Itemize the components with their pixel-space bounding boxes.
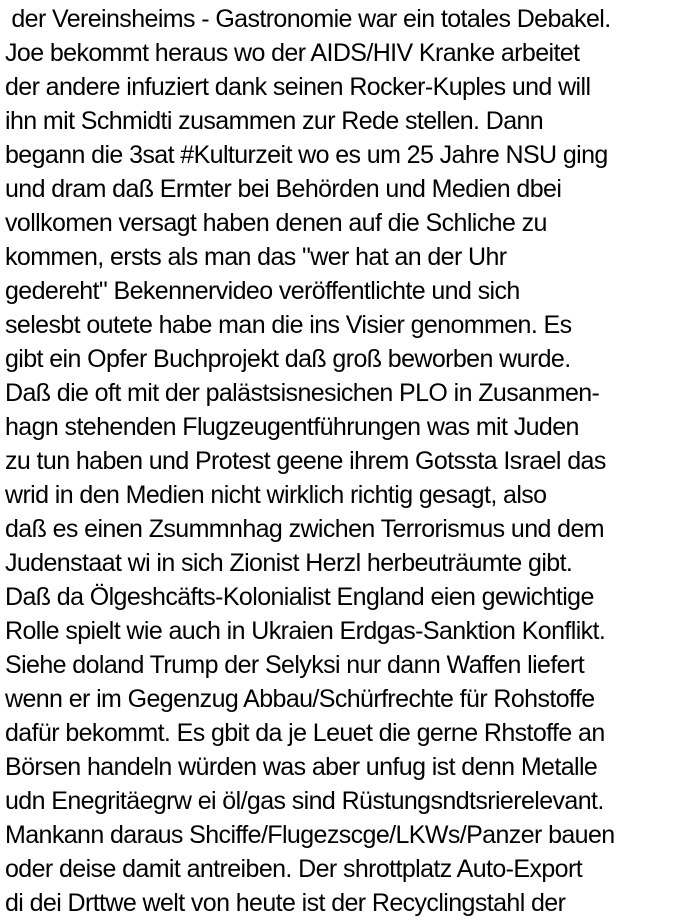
text-line: begann die 3sat #Kulturzeit wo es um 25 Jahre NSU ging — [5, 141, 608, 169]
text-line: Siehe doland Trump der Selyksi nur dann Waffen liefert — [5, 651, 585, 679]
text-line: vollkomen versagt haben denen auf die Schliche zu — [5, 209, 547, 237]
text-line: zu tun haben und Protest geene ihrem Gotssta Israel das — [5, 447, 606, 475]
text-line: daß es einen Zsummnhag zwichen Terrorismus und dem — [5, 515, 604, 543]
text-line: Daß da Ölgeshcäfts-Kolonialist England eien gewichtige — [5, 583, 594, 611]
text-line: Rolle spielt wie auch in Ukraien Erdgas-Sanktion Konflikt. — [5, 617, 606, 645]
text-line: der Vereinsheims - Gastronomie war ein totales Debakel. — [5, 5, 611, 33]
text-line: dafür bekommt. Es gbit da je Leuet die gerne Rhstoffe an — [5, 719, 605, 747]
text-line: Joe bekommt heraus wo der AIDS/HIV Kranke arbeitet — [5, 39, 580, 67]
text-line: Judenstaat wi in sich Zionist Herzl herbeuträumte gibt. — [5, 549, 573, 577]
text-line: gibt ein Opfer Buchprojekt daß groß beworben wurde. — [5, 345, 571, 373]
document-text-block — [5, 2, 684, 920]
text-line: selesbt outete habe man die ins Visier genommen. Es — [5, 311, 572, 339]
text-line: gedereht" Bekennervideo veröffentlichte und sich — [5, 277, 520, 305]
text-line: ihn mit Schmidti zusammen zur Rede stellen. Dann — [5, 107, 544, 135]
text-line: Mankann daraus Shciffe/Flugezscge/LKWs/Panzer bauen — [5, 821, 615, 849]
text-line: wenn er im Gegenzug Abbau/Schürfrechte für Rohstoffe — [5, 685, 595, 713]
text-line: oder deise damit antreiben. Der shrottplatz Auto-Export — [5, 855, 583, 883]
text-line: der andere infuziert dank seinen Rocker-Kuples und will — [5, 73, 591, 101]
text-line: udn Enegritäegrw ei öl/gas sind Rüstungsndtsrierelevant. — [5, 787, 604, 815]
text-line: und dram daß Ermter bei Behörden und Medien dbei — [5, 175, 562, 203]
text-line: Daß die oft mit der palästsisnesichen PLO in Zusanmen- — [5, 379, 600, 407]
text-line: hagn stehenden Flugzeugentführungen was mit Juden — [5, 413, 579, 441]
text-line: Börsen handeln würden was aber unfug ist denn Metalle — [5, 753, 598, 781]
text-line: kommen, ersts als man das "wer hat an der Uhr — [5, 243, 507, 271]
text-line: di dei Drttwe welt von heute ist der Recyclingstahl der — [5, 889, 566, 917]
text-line: wrid in den Medien nicht wirklich richtig gesagt, also — [5, 481, 547, 509]
